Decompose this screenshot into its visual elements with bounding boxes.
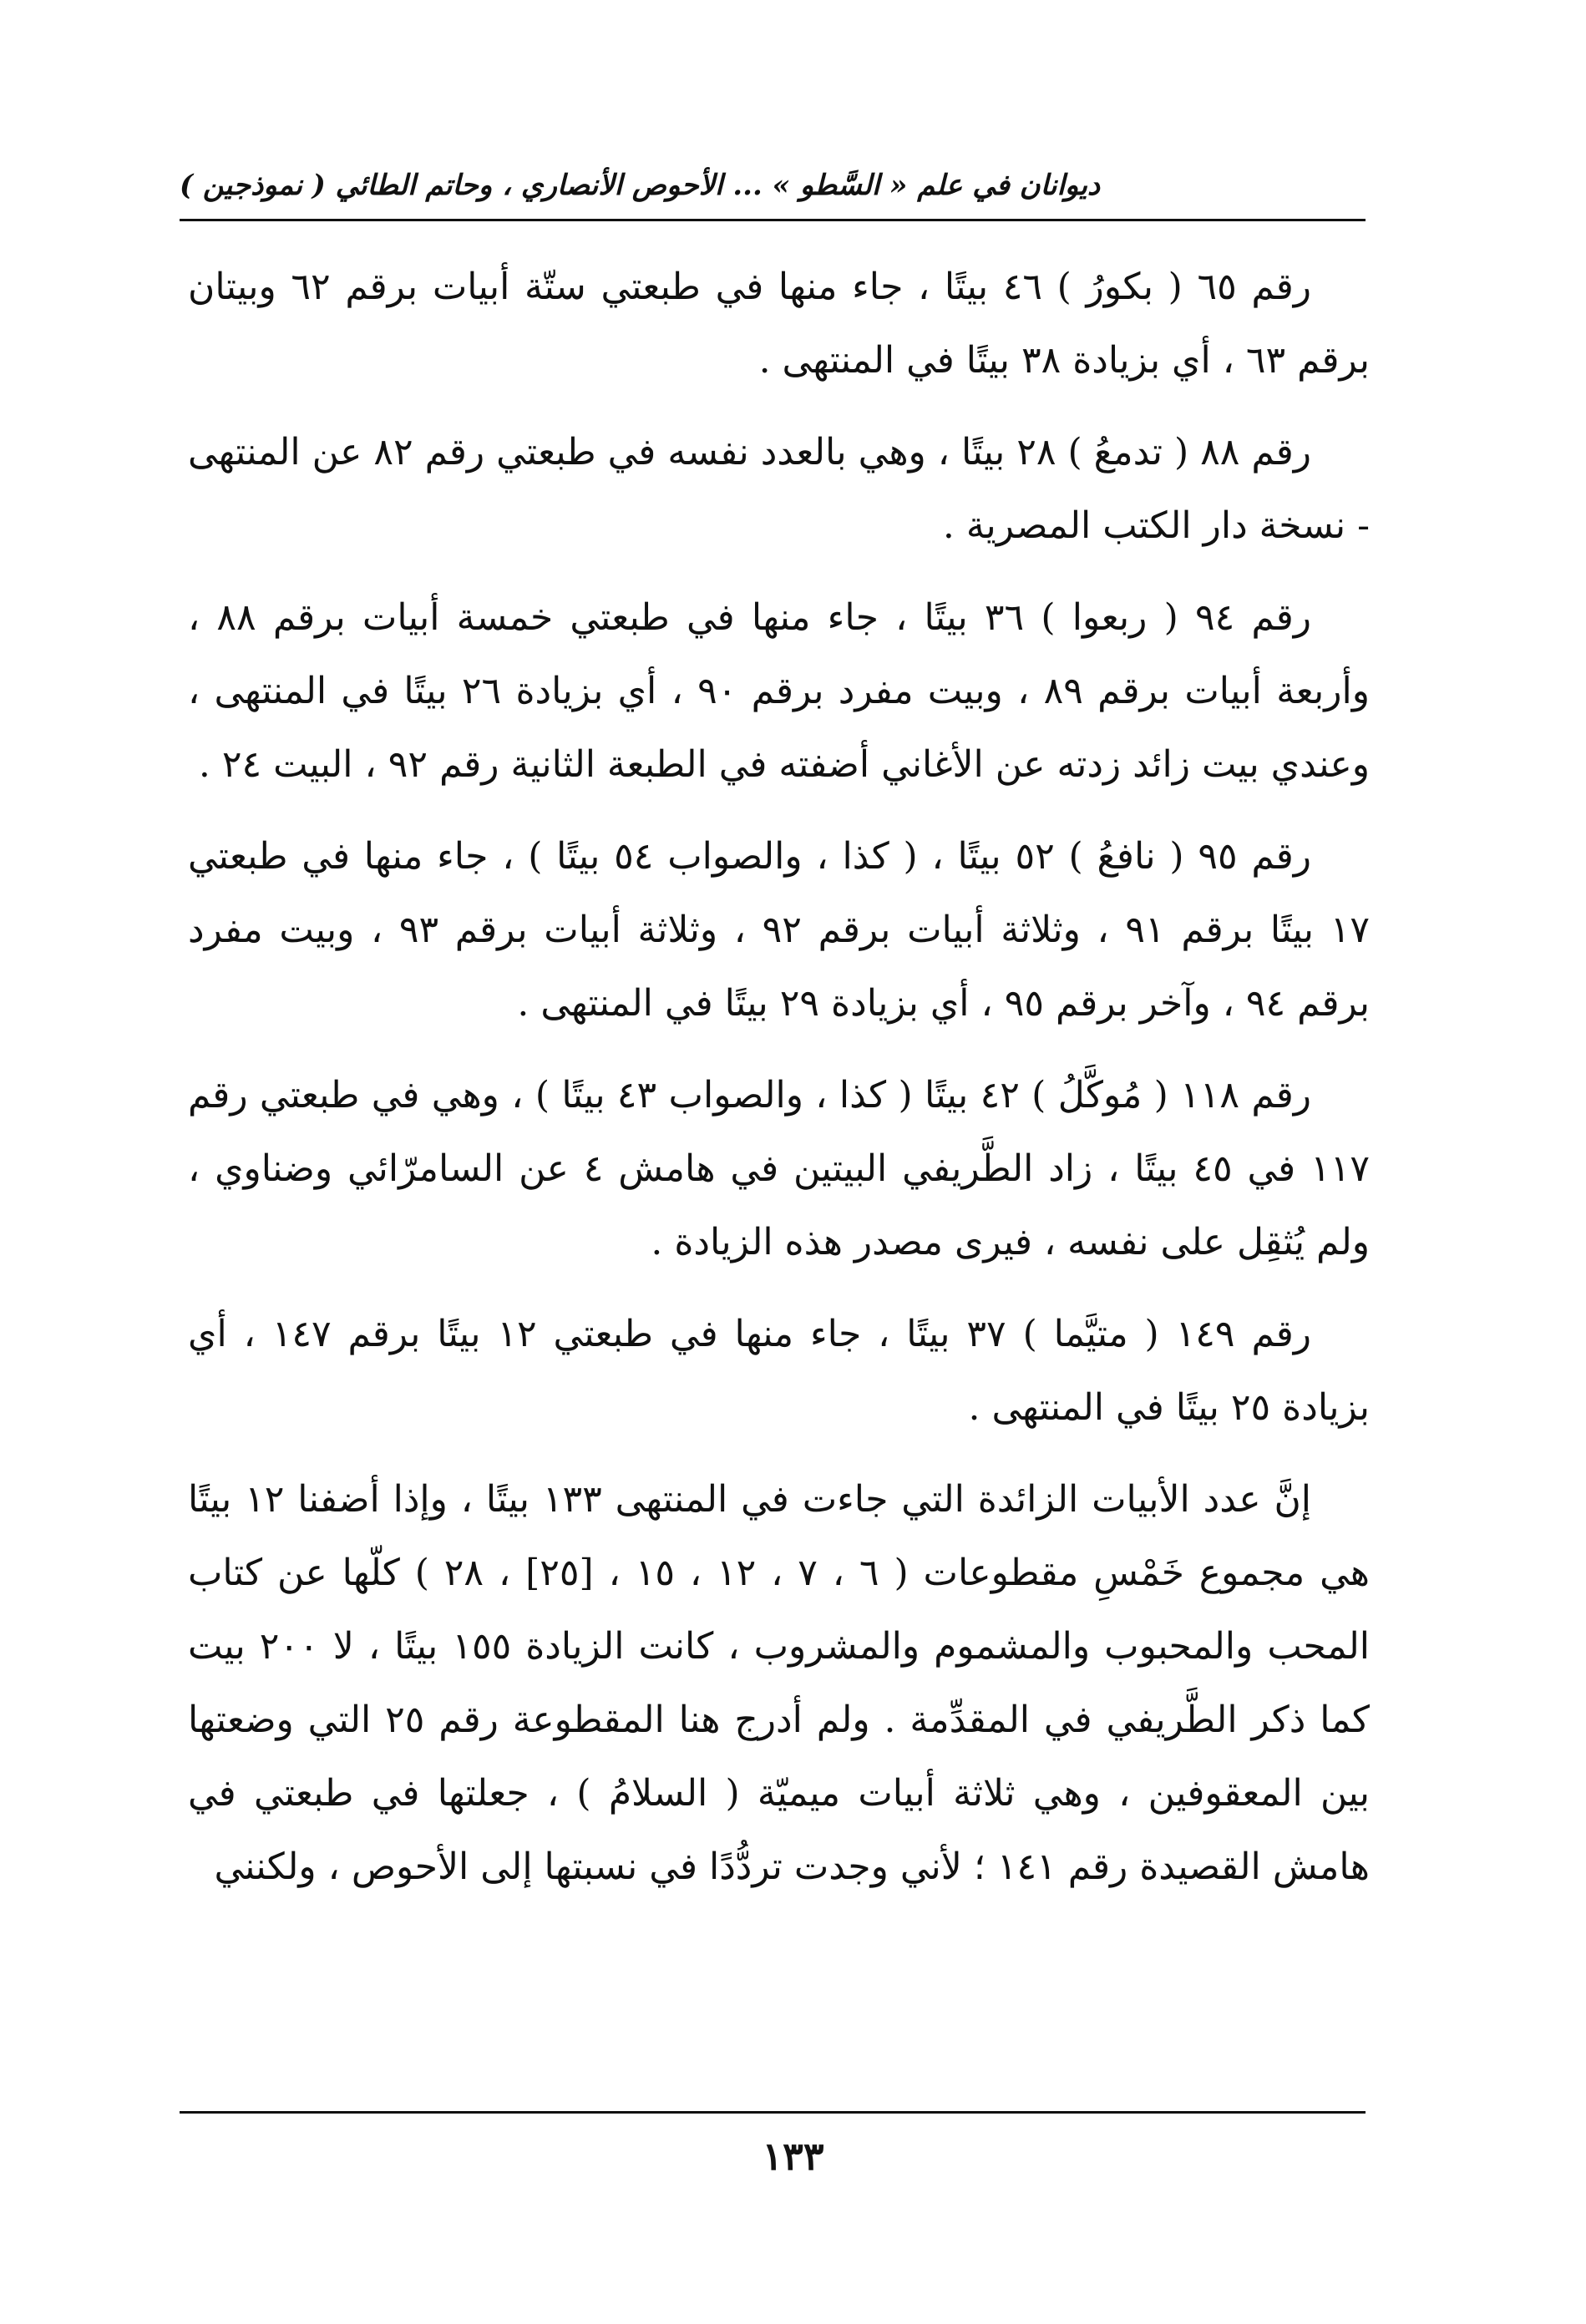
running-header: ديوانان في علم « السَّطو » ... الأحوص الأنصاري ، وحاتم الطائي ( نموذجين ) bbox=[180, 169, 1101, 202]
paragraph-2: رقم ٨٨ ( تدمعُ ) ٢٨ بيتًا ، وهي بالعدد نفسه في طبعتي رقم ٨٢ عن المنتهى - نسخة دار الكتب المصرية . bbox=[188, 431, 1370, 547]
paragraph-3: رقم ٩٤ ( ربعوا ) ٣٦ بيتًا ، جاء منها في طبعتي خمسة أبيات برقم ٨٨ ، وأربعة أبيات برقم ٨٩ ، وبيت مفرد برقم ٩٠ ، أي بزيادة ٢٦ بيتًا في المنتهى ، وعندي بيت زائد زدته عن الأغاني أضفته في الطبعة الثانية رقم ٩٢ ، البيت ٢٤ . bbox=[188, 596, 1370, 786]
paragraph-4: رقم ٩٥ ( نافعُ ) ٥٢ بيتًا ، ( كذا ، والصواب ٥٤ بيتًا ) ، جاء منها في طبعتي ١٧ بيتًا برقم ٩١ ، وثلاثة أبيات برقم ٩٢ ، وثلاثة أبيات برقم ٩٣ ، وبيت مفرد برقم ٩٤ ، وآخر برقم ٩٥ ، أي بزيادة ٢٩ بيتًا في المنتهى . bbox=[188, 835, 1370, 1025]
footer-rule bbox=[180, 2111, 1366, 2114]
header-rule bbox=[180, 219, 1366, 221]
page-number: ١٣٣ bbox=[762, 2134, 824, 2179]
paragraph-6: رقم ١٤٩ ( متيَّما ) ٣٧ بيتًا ، جاء منها في طبعتي ١٢ بيتًا برقم ١٤٧ ، أي بزيادة ٢٥ بيتًا في المنتهى . bbox=[188, 1313, 1370, 1429]
paragraph-7: إنَّ عدد الأبيات الزائدة التي جاءت في المنتهى ١٣٣ بيتًا ، وإذا أضفنا ١٢ بيتًا هي مجموع خَمْسِ مقطوعات ( ٦ ، ٧ ، ١٢ ، ١٥ ، [٢٥] ، ٢٨ ) كلّها عن كتاب المحب والمحبوب والمشموم والمشروب ، كانت الزيادة ١٥٥ بيتًا ، لا ٢٠٠ بيت كما ذكر الطَّريفي في المقدِّمة . ولم أدرج هنا المقطوعة رقم ٢٥ التي وضعتها بين المعقوفين ، وهي ثلاثة أبيات ميميّة ( السلامُ ) ، جعلتها في طبعتي في هامش القصيدة رقم ١٤١ ؛ لأني وجدت تردُّدًا في نسبتها إلى الأحوص ، ولكنني bbox=[188, 1478, 1371, 1888]
paragraph-1: رقم ٦٥ ( بكورُ ) ٤٦ بيتًا ، جاء منها في طبعتي ستّة أبيات برقم ٦٢ وبيتان برقم ٦٣ ، أي بزيادة ٣٨ بيتًا في المنتهى . bbox=[188, 266, 1370, 382]
body-text bbox=[188, 251, 1370, 1922]
paragraph-5: رقم ١١٨ ( مُوكَّلُ ) ٤٢ بيتًا ( كذا ، والصواب ٤٣ بيتًا ) ، وهي في طبعتي رقم ١١٧ في ٤٥ بيتًا ، زاد الطَّريفي البيتين في هامش ٤ عن السامرّائي وضناوي ، ولم يُثقِل على نفسه ، فيرى مصدر هذه الزيادة . bbox=[188, 1074, 1370, 1263]
